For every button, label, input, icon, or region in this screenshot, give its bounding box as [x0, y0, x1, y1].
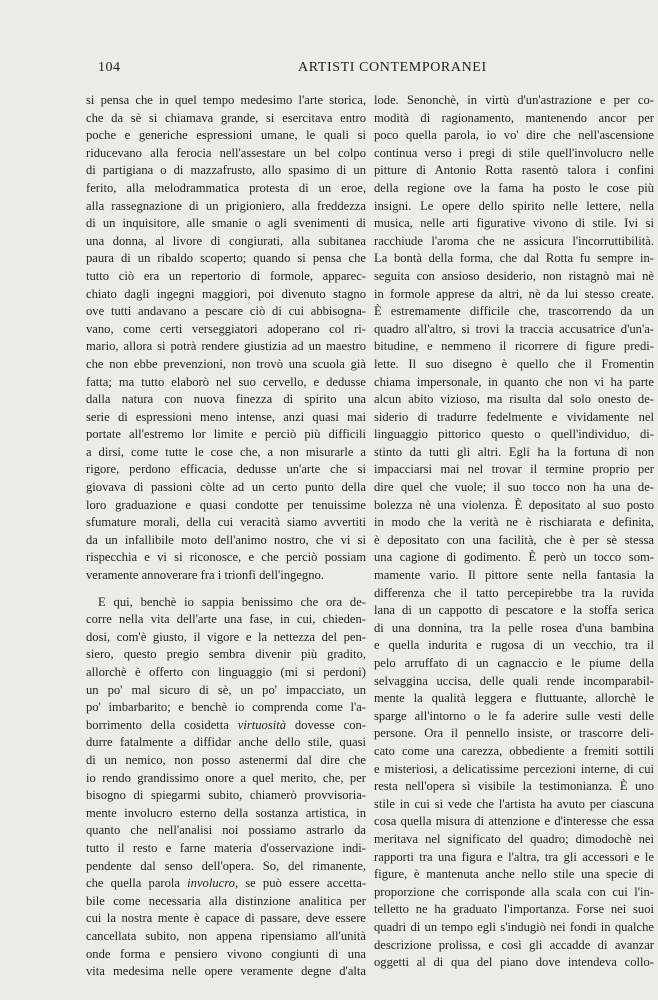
text-line: di un nemico, non posso astenermi dal dire che — [86, 752, 366, 767]
text-line: cosa quella misura di attenzione e d'interesse che essa — [374, 814, 654, 829]
text-line: tutto il resto e farne materia d'osservazione indi- — [86, 840, 366, 855]
text-line: musica, nelle arti figurative vivono di stile. Ivi si — [374, 216, 654, 231]
text-line: stile in cui si vede che l'artista ha avuto per ciascuna — [374, 796, 654, 811]
text-line: E qui, benchè io sappia benissimo che ora de- — [98, 594, 366, 609]
text-line: dosi, com'è giusto, il vigore e la nettezza del pen- — [86, 629, 366, 644]
text-line: poco quella parola, io vo' dire che nell'ascensione — [374, 128, 654, 143]
text-line: mente involucro esterno della sostanza artistica, in — [86, 805, 366, 820]
text-line: insigni. Le opere dello spirito nelle lettere, nella — [374, 198, 654, 213]
text-line: in formole apprese da altri, nè da lui stesso create. — [374, 286, 654, 301]
page-number: 104 — [98, 60, 121, 75]
text-line: tutto ciò era un repertorio di formole, apparec- — [86, 268, 366, 283]
text-line: racchiude l'aroma che ne assicura l'incorruttibilità. — [374, 233, 654, 248]
text-line: mario, allora si potrà rendere giustizia ad un maestro — [86, 339, 366, 354]
text-line: rigore, perdono efficacia, dedusse un'arte che si — [86, 462, 366, 477]
text-line: che non ebbe prevenzioni, non trovò una scuola già — [86, 356, 366, 371]
text-line: stinto da tutti gli altri. Egli ha la fortuna di non — [374, 444, 654, 459]
text-line: telletto ne ha graduato l'importanza. Forse nei suoi — [374, 902, 654, 917]
text-line: alcun abito vizioso, ma risulta dal solo onesto de- — [374, 392, 654, 407]
text-line: dalla natura con nuova finezza di spirito una — [86, 392, 366, 407]
text-line: mamente vario. Il pittore sente nella fantasia la — [374, 568, 654, 583]
text-line: portate all'estremo lor limite e perciò più difficili — [86, 427, 366, 442]
text-line: di partigiana o di mazzafrusto, allo spasimo di un — [86, 163, 366, 178]
text-line: quanto che nell'analisi noi possiamo astrarlo da — [86, 823, 366, 838]
text-line: seguita con ansioso desiderio, non ristagnò mai nè — [374, 268, 654, 283]
text-line: cui la nostra mente è capace di passare, deve essere — [86, 911, 366, 926]
text-line: quadro all'altro, si trovi la traccia accusatrice d'un'a- — [374, 321, 654, 336]
text-line: cancellata subito, non appena ripensiamo all'unità — [86, 928, 366, 943]
text-line: quadri di un tempo egli s'indugiò nei fondi in qualche — [374, 919, 654, 934]
text-line: fatta; ma tutto elaborò nel suo cervello, e dedusse — [86, 374, 366, 389]
text-line — [86, 717, 366, 735]
text-fragment: dovesse con- — [294, 717, 366, 732]
text-line: bisogno di spiegarmi subito, chiamerò provvisoria- — [86, 788, 366, 803]
paragraph-gap — [86, 585, 366, 594]
text-line: figure, è mantenuta anche nello stile una specie di — [374, 867, 654, 882]
text-line: modità di ragionamento, mantenendo ancor per — [374, 110, 654, 125]
text-fragment: borrimento della cosidetta — [86, 717, 229, 732]
text-line: po' imbarbarito; e benchè io comprenda come l'a- — [86, 700, 366, 715]
text-line: pitture di Antonio Rotta rasentò talora i confini — [374, 163, 654, 178]
text-line: persone. Ora il pennello insiste, or trascorre deli- — [374, 726, 654, 741]
text-line: una donna, al livore di congiurati, alla subitanea — [86, 233, 366, 248]
text-line: lode. Senonchè, in virtù d'un'astrazione e per co- — [374, 93, 654, 107]
text-line: loro graduazione e quasi condotte per tenuissime — [86, 497, 366, 512]
right-text-column — [374, 92, 654, 972]
text-line: chiama impersonale, in quanto che non vi ha parte — [374, 374, 654, 389]
text-line: lana di un cappotto di pescatore e la stoffa serica — [374, 603, 654, 618]
text-line: pendente dal senso dell'opera. So, del rimanente, — [86, 858, 366, 873]
text-line: corre nella vita dell'arte una fase, in cui, chieden- — [86, 612, 366, 627]
text-line: vita medesima nelle opere veramente degne d'alta — [86, 964, 366, 979]
text-line: La bontà della forma, che dal Rotta fu sempre in- — [374, 251, 654, 266]
text-line: bile come necessaria alla distinzione analitica per — [86, 893, 366, 908]
text-line: della regione ove la fama ha posto le cose più — [374, 180, 654, 195]
text-line: si pensa che in quel tempo medesimo l'arte storica, — [86, 93, 366, 107]
text-line: mente la qualità leggera e fluttuante, allorchè le — [374, 691, 654, 706]
text-line: giovava di passioni còlte ad un certo punto della — [86, 480, 366, 495]
text-line: veramente annoverare fra i trionfi dell'ingegno. — [86, 568, 324, 583]
text-line: vano, come certi verseggiatori adoperano col ri- — [86, 321, 366, 336]
text-line: differenza che il tatto percepirebbe tra la ruvida — [374, 585, 654, 600]
text-line: è depositato con una facilità, che è per sè stessa — [374, 532, 654, 547]
text-line: riducevano alla ferocia nell'assestare un bel colpo — [86, 145, 366, 160]
text-line: sparge all'intorno o le fa aderire sulle vesti delle — [374, 708, 654, 723]
text-line: io rendo grandissimo onore a quel merito, che, per — [86, 770, 366, 785]
text-line: linguaggio pittorico questo o quell'individuo, di- — [374, 427, 654, 442]
text-line: paura di un ribaldo scoperto; quando si pensa che — [86, 251, 366, 266]
text-line: dire quel che vuole; il suo tocco non ha una de- — [374, 480, 654, 495]
text-fragment: che quella parola — [86, 876, 181, 891]
text-line: bolezza nè una violenza. È depositato al suo posto — [374, 497, 654, 512]
text-line: proporzione che corrisponde alla scala con cui l'in- — [374, 884, 654, 899]
italic-term: involucro, — [187, 876, 239, 891]
text-line: sfumature morali, della cui veracità siamo avvertiti — [86, 515, 366, 530]
text-line: poche e generiche espressioni umane, le quali si — [86, 128, 366, 143]
text-line: siero, questo pregio sembra divenir più gradito, — [86, 647, 366, 662]
running-title: ARTISTI CONTEMPORANEI — [298, 60, 487, 75]
text-line: chiato dagli ingegni maggiori, poi divenuto stagno — [86, 286, 366, 301]
text-line: da un infallibile moto dell'animo nostro, che vi si — [86, 532, 366, 547]
text-line: continua verso i pregi di stile quell'involucro nelle — [374, 145, 654, 160]
text-line: cato come una carezza, obbediente a fremiti sottili — [374, 743, 654, 758]
text-line: rispecchia e vi si riconosce, e che perciò possiam — [86, 550, 366, 565]
text-line: un po' mal sicuro di sè, un po' impacciato, un — [86, 682, 366, 697]
text-line: in modo che la verità ne è rischiarata e definita, — [374, 515, 654, 530]
text-line: È estremamente difficile che, trascorrendo da un — [374, 304, 654, 319]
text-line: allorchè è offerto con linguaggio (mi si perdoni) — [86, 665, 366, 679]
text-line: una cagione di godimento. È però un tocco som- — [374, 550, 654, 565]
text-line: e misteriosi, a delicatissime percezioni interne, di cui — [374, 761, 654, 776]
text-line: alla rassegnazione di un prigioniero, alla freddezza — [86, 198, 366, 213]
text-line: resta nell'opera sì visibile la testimonianza. È uno — [374, 779, 654, 794]
text-line: durre fatalmente a diffidar anche dello stile, quasi — [86, 735, 366, 750]
left-text-column — [86, 92, 366, 981]
text-line: ferito, alla melodrammatica protesta di un eroe, — [86, 180, 366, 195]
text-line: pelo arruffato di un cagnaccio e le piume della — [374, 656, 654, 670]
text-line: oggetti al di qua del piano dove intendeva collo- — [374, 955, 654, 970]
text-line: impacciarsi mai nel trovar il termine proprio per — [374, 462, 654, 477]
italic-term: virtuosità — [237, 717, 287, 732]
text-line: siderio di tradurre fedelmente e vividamente nel — [374, 409, 654, 424]
text-line: e quella indurita e rugosa di un vecchio, tra il — [374, 638, 654, 653]
text-line: selvaggina uccisa, delle quali rende incomparabil- — [374, 673, 654, 688]
text-line — [86, 875, 366, 893]
text-line: bitudine, e nemmeno il ricorrere di figure predi- — [374, 339, 654, 354]
text-line: che da sè si chiamava grande, si esercitava entro — [86, 110, 366, 125]
text-line: lette. Il suo disegno è quello che il Fromentin — [374, 356, 654, 371]
text-line: a dirsi, come tutte le cose che, a non misurarle a — [86, 444, 366, 459]
text-line: onde forma e pensiero vivono congiunti di una — [86, 946, 366, 961]
page-header — [98, 60, 568, 82]
text-line: di una donnina, tra la pelle rosea d'una bambina — [374, 620, 654, 635]
text-line: di un inquisitore, alle smanie o agli svenimenti di — [86, 216, 366, 231]
text-line: serie di espressioni meno intense, anzi quasi mai — [86, 409, 366, 424]
text-line: meritava nel significato del quadro; dimodochè nei — [374, 831, 654, 846]
text-fragment: se può essere accetta- — [245, 876, 366, 891]
text-line: rapporti tra una figura e l'altra, tra gli accessori e le — [374, 849, 654, 864]
text-line: descrizione prolissa, e così gli accadde di avanzar — [374, 937, 654, 952]
text-line: ove tutti andavano a pescare ciò di cui abbisogna- — [86, 304, 366, 319]
